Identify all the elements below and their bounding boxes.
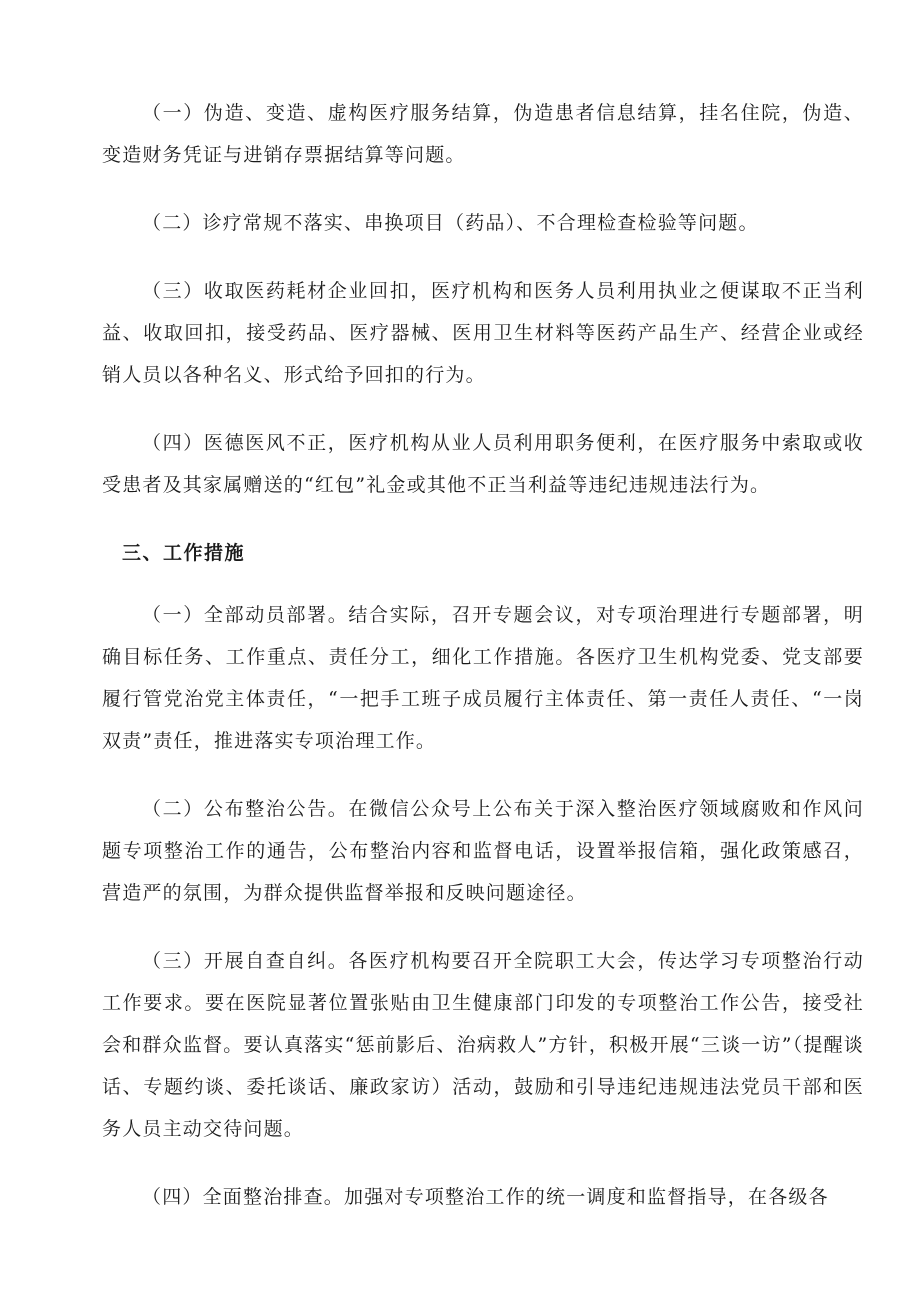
measure-self-inspection: （三）开展自查自纠。各医疗机构要召开全院职工大会，传达学习专项整治行动工作要求。要在医院显著位置张贴由卫生健康部门印发的专项整治工作公告，接受社会和群众监督。要认真落实“惩前影后、治病救人”方针，积极开展“三谈一访”（提醒谈话、专题约谈、委托谈话、廉政家访）活动，鼓励和引导违纪违规违法党员干部和医务人员主动交待问题。 <box>102 950 864 1140</box>
paragraph-diagnosis: （二）诊疗常规不落实、串换项目（药品）、不合理检查检验等问题。 <box>142 212 759 234</box>
paragraph-forgery: （一）伪造、变造、虚构医疗服务结算，伪造患者信息结算，挂名住院，伪造、变造财务凭证与进销存票据结算等问题。 <box>102 102 864 166</box>
measure-mobilization: （一）全部动员部署。结合实际，召开专题会议，对专项治理进行专题部署，明确目标任务、工作重点、责任分工，细化工作措施。各医疗卫生机构党委、党支部要履行管党治党主体责任，“一把手工班子成员履行主体责任、第一责任人责任、“一岗双责”责任，推进落实专项治理工作。 <box>102 604 864 752</box>
paragraph-kickbacks: （三）收取医药耗材企业回扣，医疗机构和医务人员利用执业之便谋取不正当利益、收取回扣，接受药品、医疗器械、医用卫生材料等医药产品生产、经营企业或经销人员以各种名义、形式给予回扣的行为。 <box>102 280 864 386</box>
section-heading: 三、工作措施 <box>122 542 246 564</box>
measure-investigation: （四）全面整治排查。加强对专项整治工作的统一调度和监督指导，在各级各 <box>142 1186 829 1208</box>
paragraph-ethics: （四）医德医风不正，医疗机构从业人员利用职务便利，在医疗服务中索取或收受患者及其家属赠送的“红包”礼金或其他不正当利益等违纪违规违法行为。 <box>102 432 864 496</box>
measure-announcement: （二）公布整治公告。在微信公众号上公布关于深入整治医疗领域腐败和作风问题专项整治工作的通告，公布整治内容和监督电话，设置举报信箱，强化政策感召，营造严的氛围，为群众提供监督举报和反映问题途径。 <box>102 798 864 904</box>
